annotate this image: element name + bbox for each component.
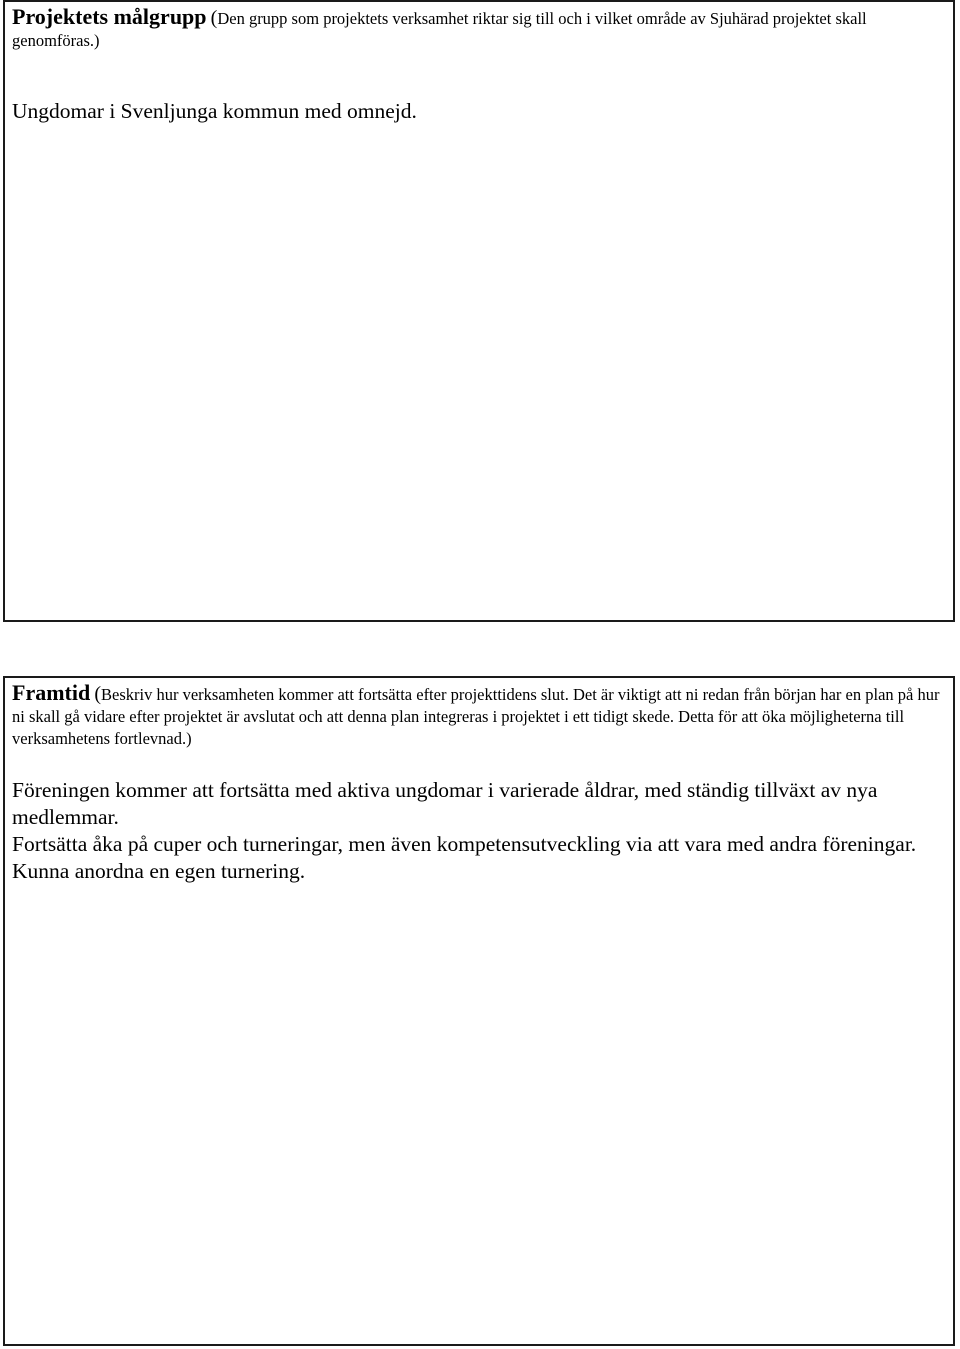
future-description: Beskriv hur verksamheten kommer att fortsätta efter projekttidens slut. Det är viktigt att ni redan från början har en plan på hur ni skall gå vidare efter projektet är avslutat och att denna plan integreras i projektet i ett tidigt skede. Detta för att öka möjligheterna till verksamhetens fortlevnad.) [12, 685, 940, 748]
future-answer [12, 777, 946, 885]
target-group-paren: ( [210, 7, 218, 29]
target-group-section [3, 0, 955, 622]
target-group-description: Den grupp som projektets verksamhet riktar sig till och i vilket område av Sjuhärad projektet skall genomföras.) [12, 9, 867, 50]
target-group-heading [12, 6, 946, 52]
future-section [3, 676, 955, 1346]
future-answer-line-3: Kunna anordna en egen turnering. [12, 859, 306, 883]
future-paren: ( [94, 683, 101, 705]
future-answer-line-2: Fortsätta åka på cuper och turneringar, men även kompetensutveckling via att vara med andra föreningar. [12, 832, 917, 856]
future-heading [12, 682, 946, 750]
future-title: Framtid [12, 680, 91, 705]
target-group-title: Projektets målgrupp [12, 4, 207, 29]
future-answer-line-1: Föreningen kommer att fortsätta med aktiva ungdomar i varierade åldrar, med ständig tillväxt av nya medlemmar. [12, 778, 878, 829]
target-group-answer: Ungdomar i Svenljunga kommun med omnejd. [12, 99, 417, 123]
